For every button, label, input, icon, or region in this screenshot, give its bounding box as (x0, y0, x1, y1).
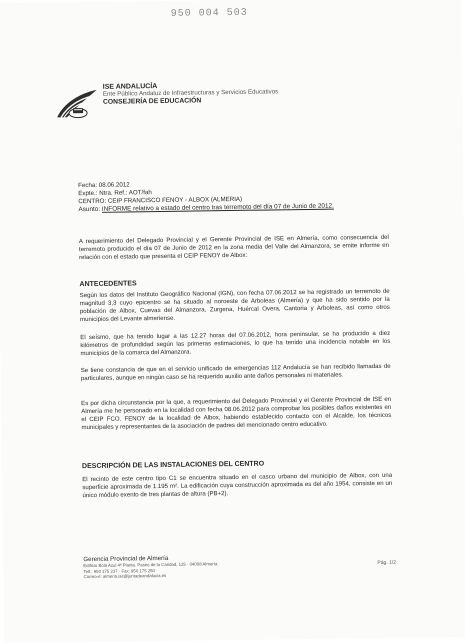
footer-address: Edificio Bola Azul 4ª Planta. Paseo de la Caridad, 125 · 04008 Almería (83, 561, 218, 569)
footer-office: Gerencia Provincial de Almería (83, 554, 169, 564)
organization-block (103, 81, 279, 106)
footer-block (83, 554, 217, 580)
section-title-instalaciones: DESCRIPCIÓN DE LAS INSTALACIONES DEL CENTRO (81, 460, 265, 471)
department-name: CONSEJERÍA DE EDUCACIÓN (102, 97, 202, 106)
instalaciones-paragraph-1: El recinto de este centro tipo C1 se encuentra situado en el casco urbano del municipio de Albox, con una superficie aproximada de 1.195 m². La edificación cuya construcción aproximada es del año 1954, consiste en un único módulo exento de tres plantas de altura (PB+2). (82, 471, 393, 500)
meta-center: CENTRO: CEIP FRANCISCO FENOY - ALBOX (ALMERIA) (78, 196, 243, 206)
junta-andalucia-logo-icon (55, 86, 99, 121)
antecedentes-paragraph-2: El seísmo, que ha tenido lugar a las 12.27 horas del 07.06.2012, hora peninsular, se ha producido a diez kilómetros de profundidad según las primeras estimaciones, lo que ha tenido una incidencia notable en los municipios de la comarca del Almanzora. (80, 329, 391, 358)
org-name: ISE ANDALUCÍA (102, 83, 158, 91)
subject-label: Asunto: (78, 205, 101, 214)
meta-reference: Expte.: Ntra. Ref.: AOT/fah (78, 189, 152, 198)
document-meta (78, 180, 242, 207)
meta-date: Fecha: 08.06.2012 (78, 181, 130, 190)
antecedentes-paragraph-4: Es por dicha circunstancia por la que, a requerimiento del Delegado Provincial y el Gerente Provincial de ISE en Almería me he personado en la localidad con fecha 08.06.2012 para comprobar los posibles daños existentes en el CEIP FCO. FENOY de la localidad de Albox, habiendo establecido contacto con el Alcalde, los técnicos municipales y representantes de la asociación de padres del mencionado centro educativo. (81, 395, 392, 432)
antecedentes-paragraph-3: Se tiene constancia de que en el servicio unificado de emergencias 112 Andalucía se han recibido llamadas de particulares, aunque en ningún caso se ha requerido auxilio ante daños personales ni materiales. (80, 362, 391, 383)
subject-text: INFORME relativo a estado del centro tras terremoto del día 07 de Junio de 2012. (101, 202, 334, 213)
antecedentes-paragraph-1: Según los datos del Instituto Geográfico Nacional (IGN), con fecha 07.06.2012 se ha registrado un terremoto de magnitud 3,3 cuyo epicentro se ha situado al noroeste de Arboleas (Almería) y que ha sido sentido por la población de Albox, Cuevas del Almanzora, Zurgena, Huércal Overa, Cantoria y Arboleas, así como otros municipios del Levante almeriense. (79, 287, 390, 324)
org-subtitle: Ente Público Andaluz de Infraestructuras y Servicios Educativos (102, 88, 279, 99)
footer-email: Correo-e: almeria.ise@juntadeandalucia.es (83, 573, 167, 580)
registry-stamp: 950 004 503 (170, 7, 248, 20)
section-title-antecedentes: ANTECEDENTES (79, 280, 137, 289)
footer-phone: Telf.: 950 175 237 · Fax: 950 175 250 (83, 567, 155, 574)
intro-paragraph: A requerimiento del Delegado Provincial y el Gerente Provincial de ISE en Almería, como consecuencia del terremoto producido el día 07 de Junio de 2012 en la zona media del Valle del Almanzora, se emite informe en relación con el estado que presenta el CEIP FENOY de Albox: (78, 233, 390, 262)
page-number: Pág. 1/2 (377, 559, 397, 567)
